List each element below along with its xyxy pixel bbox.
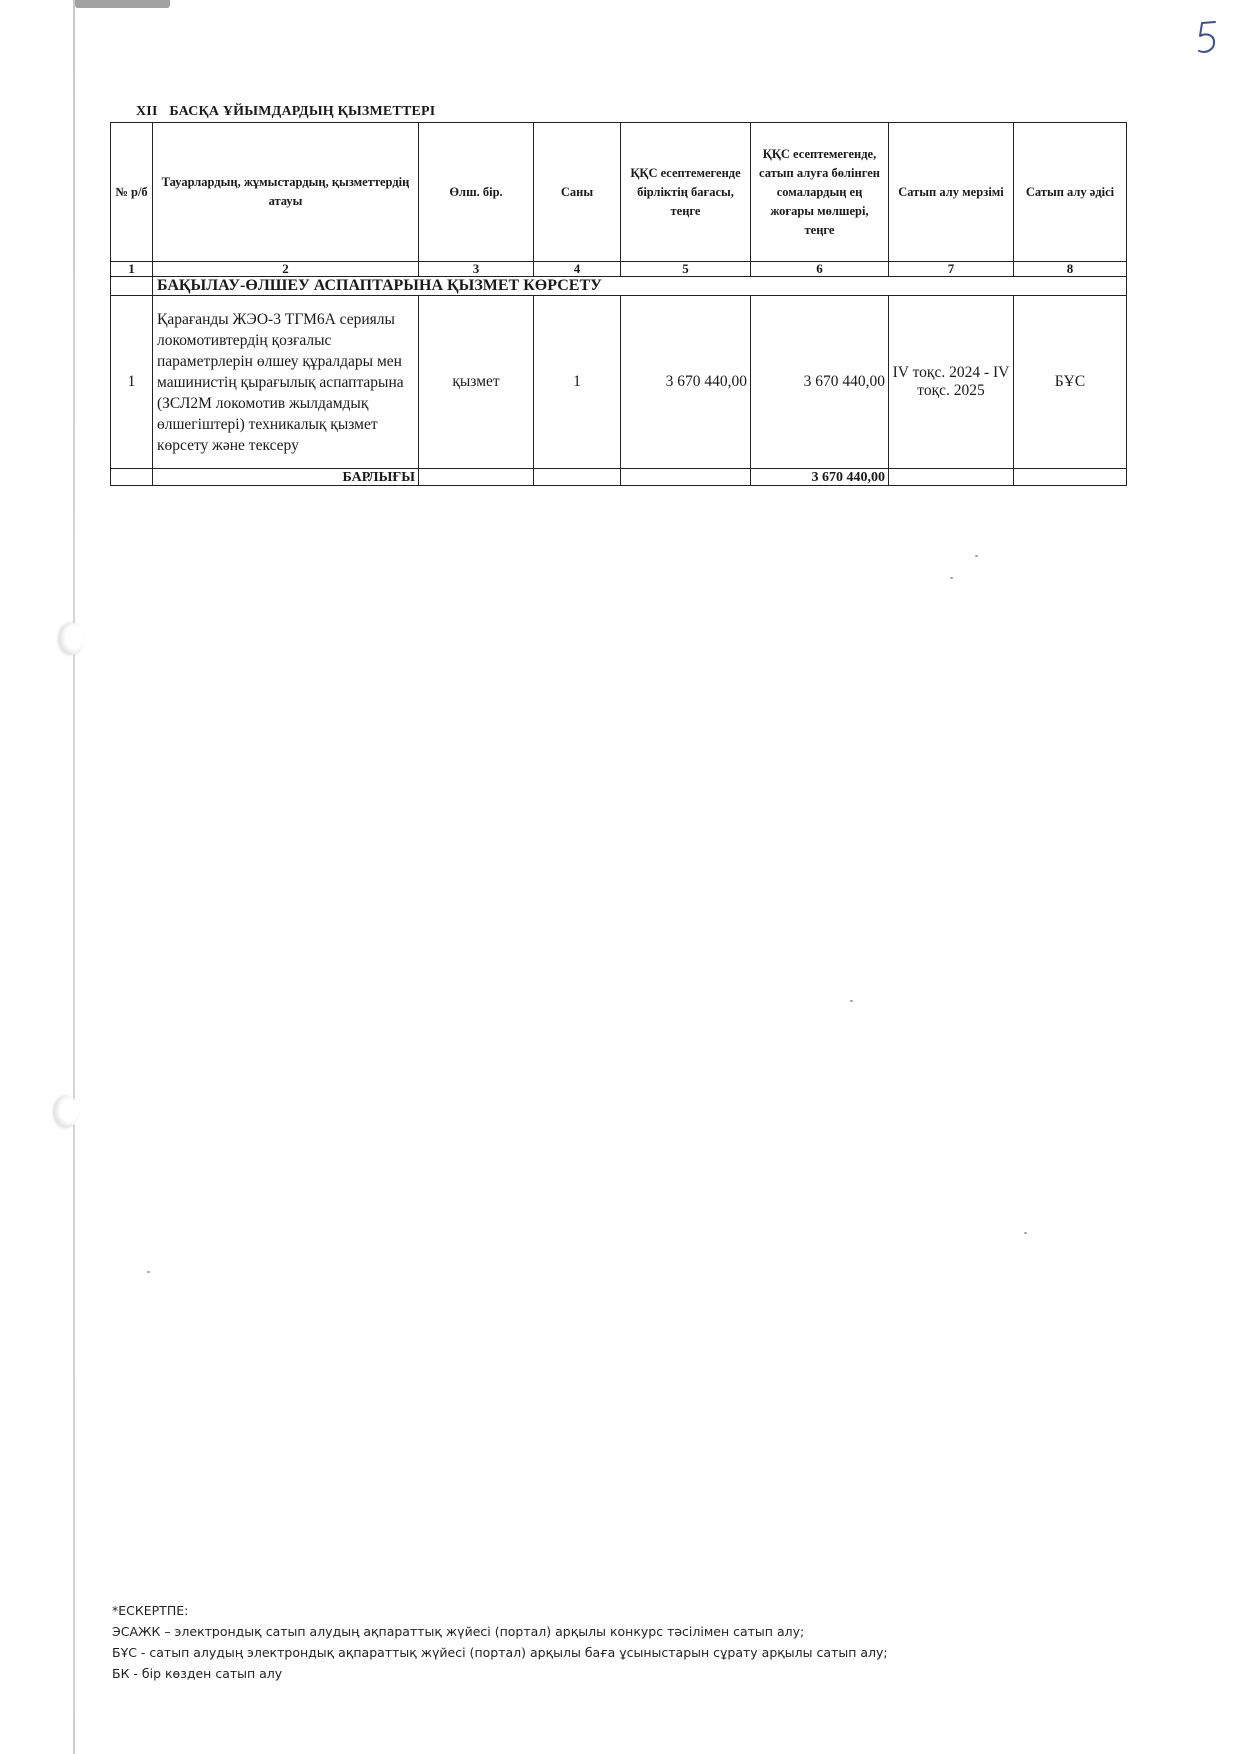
item-period: IV тоқс. 2024 - IV тоқс. 2025 [889,296,1014,469]
column-number: 7 [889,262,1014,277]
header-row [111,123,1127,262]
total-empty-cell [534,469,621,486]
column-number: 5 [621,262,751,277]
item-method: БҰС [1014,296,1127,469]
procurement-table [110,122,1127,486]
header-cell: Сатып алу әдісі [1014,123,1127,262]
column-number: 8 [1014,262,1127,277]
scan-speck [850,1000,853,1002]
column-number: 6 [751,262,889,277]
binding-fold-line [73,0,75,1754]
total-empty-cell [1014,469,1127,486]
header-cell: Тауарлардың, жұмыстардың, қызметтердің атауы [153,123,419,262]
scan-speck [1024,1232,1027,1234]
total-row [111,469,1127,486]
total-label: БАРЛЫҒЫ [153,469,419,486]
item-quantity: 1 [534,296,621,469]
item-name: Қарағанды ЖЭО-3 ТГМ6А сериялы локомотивтердің қозғалыс параметрлерін өлшеу құралдары мен машинистің қырағылық аспаптарына (ЗСЛ2М локомотив жылдамдық өлшегіштері) техникалық қызмет көрсету және тексеру [153,296,419,469]
section-number: XII [136,104,158,119]
row-number: 1 [111,296,153,469]
header-cell: ҚҚС есептемегенде бірліктің бағасы, теңге [621,123,751,262]
header-cell: № р/б [111,123,153,262]
total-empty-cell [419,469,534,486]
footnote-line: БК - бір көзден сатып алу [112,1666,283,1681]
total-amount: 3 670 440,00 [751,469,889,486]
item-unit-price: 3 670 440,00 [621,296,751,469]
column-number-row [111,262,1127,277]
footnote [112,1600,888,1684]
total-empty-cell [889,469,1014,486]
column-number: 1 [111,262,153,277]
punch-hole [60,623,84,655]
column-number: 3 [419,262,534,277]
handwritten-page-number [1193,18,1223,58]
punch-hole [55,1096,79,1128]
scan-speck [975,555,978,557]
header-cell: ҚҚС есептемегенде, сатып алуға бөлінген сомалардың ең жоғары мөлшері, теңге [751,123,889,262]
scan-speck [147,1271,150,1273]
total-empty-cell [621,469,751,486]
footnote-heading: *ЕСКЕРТПЕ: [112,1603,189,1618]
item-max-amount: 3 670 440,00 [751,296,889,469]
total-empty-cell [111,469,153,486]
section-title-text: БАСҚА ҰЙЫМДАРДЫҢ ҚЫЗМЕТТЕРІ [169,104,436,119]
section-title [136,104,435,120]
column-number: 2 [153,262,419,277]
scan-edge-mark [75,0,170,8]
table-row [111,296,1127,469]
group-spacer-cell [111,277,153,296]
column-number: 4 [534,262,621,277]
header-cell: Өлш. бір. [419,123,534,262]
item-unit: қызмет [419,296,534,469]
footnote-line: БҰС - сатып алудың электрондық ақпараттық жүйесі (портал) арқылы баға ұсыныстарын сұрату арқылы сатып алу; [112,1645,888,1660]
header-cell: Саны [534,123,621,262]
group-row [111,277,1127,296]
scan-speck [950,577,953,579]
header-cell: Сатып алу мерзімі [889,123,1014,262]
footnote-line: ЭСАЖК – электрондық сатып алудың ақпараттық жүйесі (портал) арқылы конкурс тәсілімен сатып алу; [112,1624,805,1639]
group-label: БАҚЫЛАУ-ӨЛШЕУ АСПАПТАРЫНА ҚЫЗМЕТ КӨРСЕТУ [153,277,1127,296]
